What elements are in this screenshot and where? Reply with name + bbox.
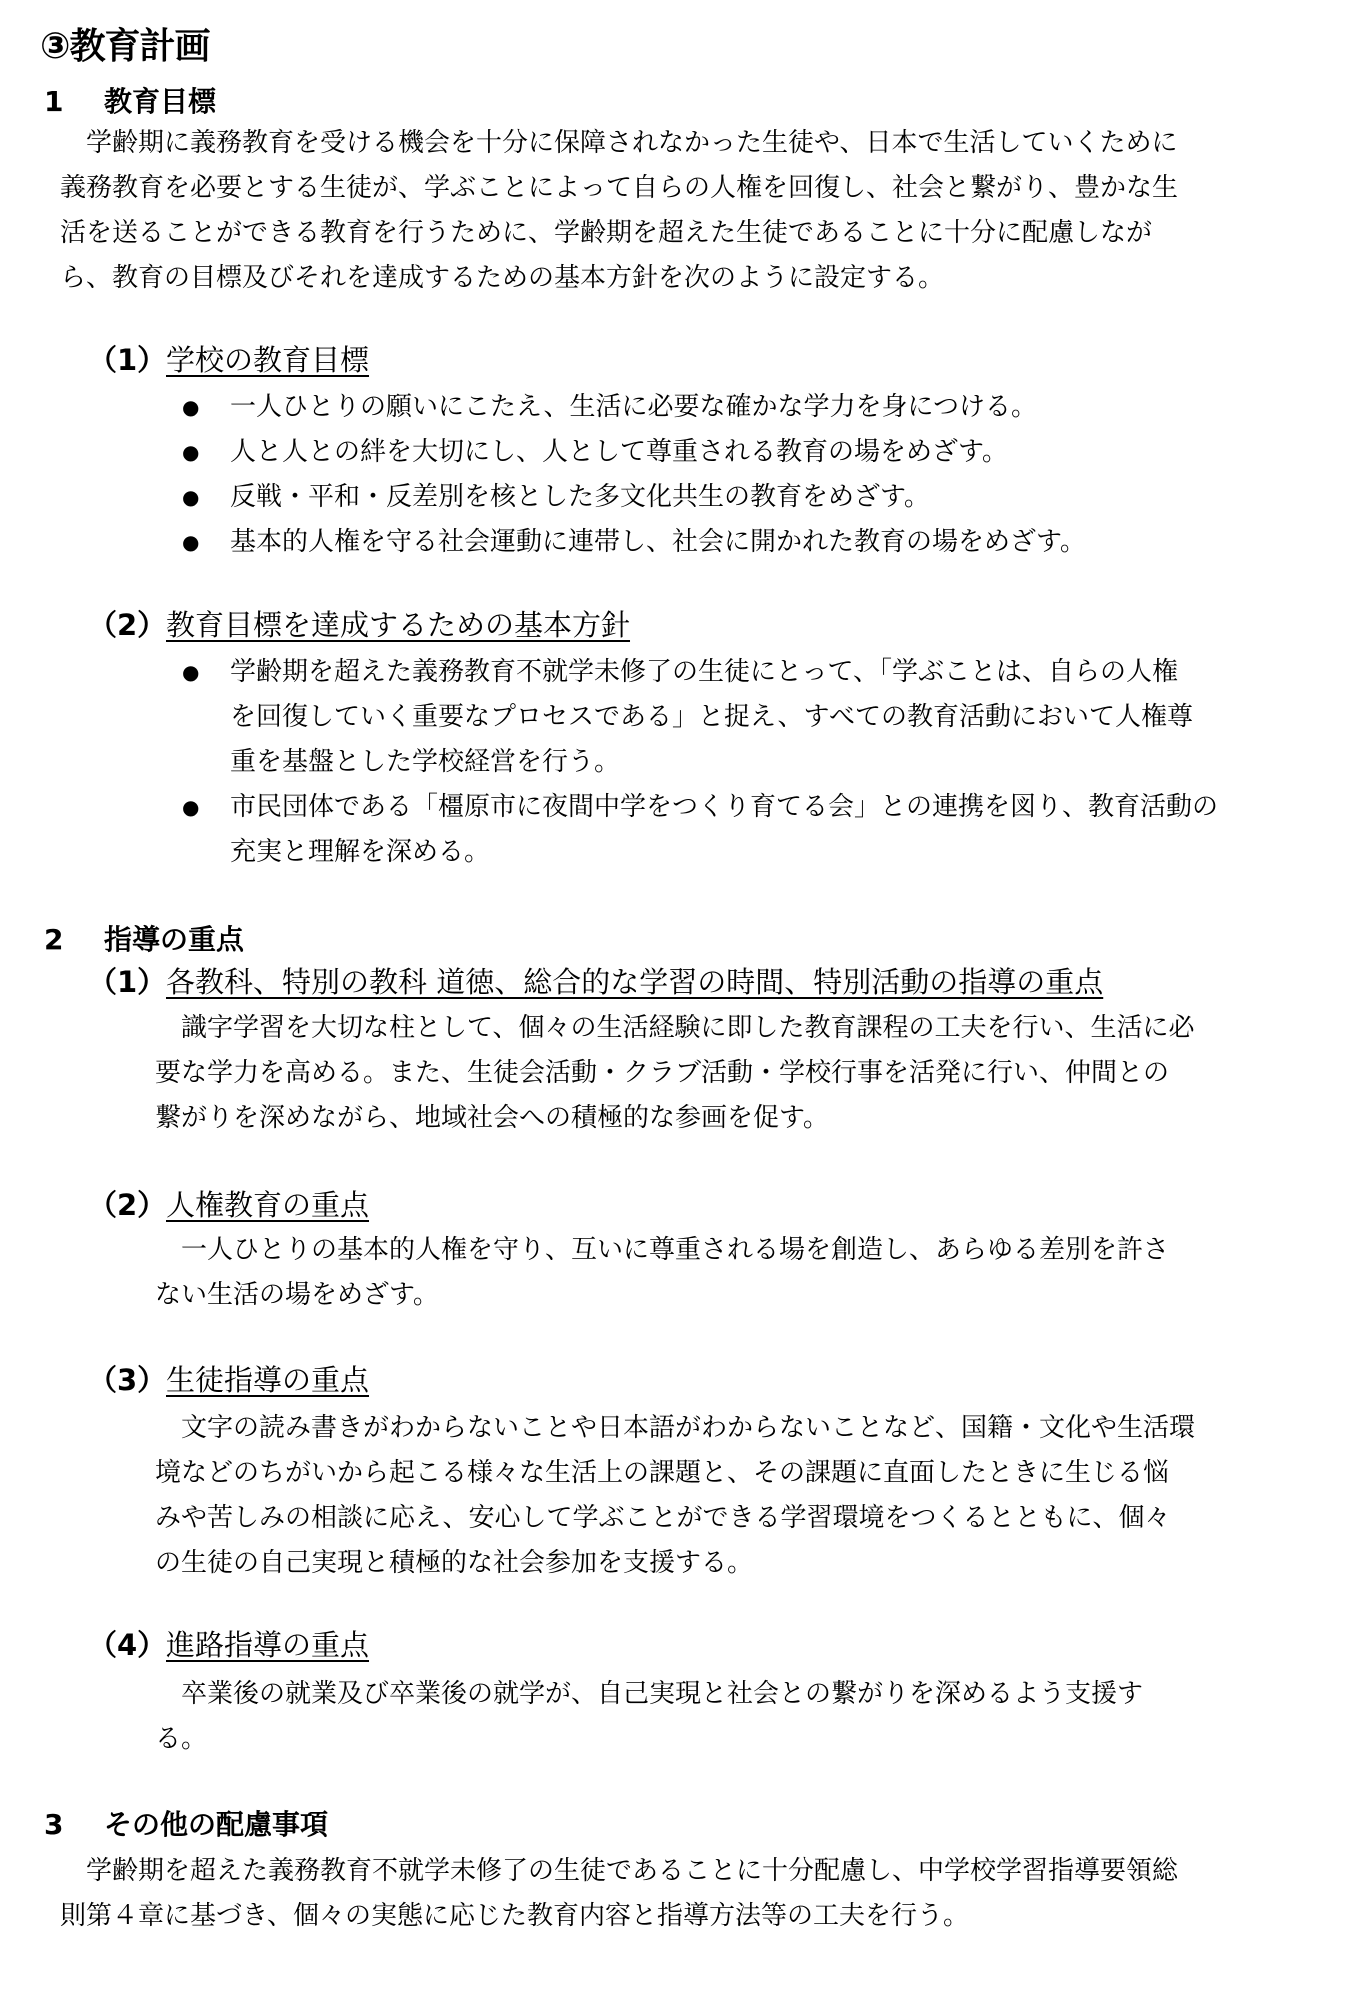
subsection-number: （1） (88, 965, 167, 999)
subsection-2-2-heading (88, 1185, 369, 1225)
subsection-number: （4） (88, 1628, 167, 1662)
paragraph-line: 学齢期を超えた義務教育不就学未修了の生徒であることに十分配慮し、中学校学習指導要領総 (60, 1856, 1179, 1886)
subsection-2-4-text (155, 1672, 1143, 1762)
bullet-icon: ● (182, 530, 200, 554)
bullet-icon: ● (182, 440, 200, 464)
subsection-title: 生徒指導の重点 (166, 1363, 370, 1397)
paragraph-line: 繋がりを深めながら、地域社会への積極的な参画を促す。 (155, 1103, 829, 1133)
section-2-heading (44, 918, 244, 958)
list-item: ● 一人ひとりの願いにこたえ、生活に必要な確かな学力を身につける。 (182, 385, 1086, 430)
bullet-icon: ● (182, 485, 200, 509)
subsection-title: 各教科、特別の教科 道徳、総合的な学習の時間、特別活動の指導の重点 (166, 965, 1104, 999)
section-number: 2 (44, 923, 64, 956)
paragraph-line: 卒業後の就業及び卒業後の就学が、自己実現と社会との繋がりを深めるよう支援す (155, 1679, 1144, 1709)
section-title: その他の配慮事項 (104, 1808, 329, 1841)
section-3-heading (44, 1803, 328, 1843)
subsection-2-1-heading (88, 962, 1103, 1002)
subsection-2-4-heading (88, 1625, 369, 1665)
paragraph-line: 義務教育を必要とする生徒が、学ぶことによって自らの人権を回復し、社会と繋がり、豊かな生 (60, 173, 1179, 203)
subsection-2-1-text (155, 1006, 1194, 1141)
paragraph-line: 文字の読み書きがわからないことや日本語がわからないことなど、国籍・文化や生活環 (155, 1413, 1196, 1443)
paragraph-line: 一人ひとりの基本的人権を守り、互いに尊重される場を創造し、あらゆる差別を許さ (155, 1235, 1170, 1265)
section-1-heading (44, 80, 216, 120)
list-item: ● 市民団体である「橿原市に夜間中学をつくり育てる会」との連携を図り、教育活動の 充実と理解を深める。 (182, 785, 1218, 875)
list-item: ● 学齢期を超えた義務教育不就学未修了の生徒にとって、「学ぶことは、自らの人権 を回復していく重要なプロセスである」と捉え、すべての教育活動において人権尊 重を基盤とした学校経営を行う。 (182, 650, 1218, 785)
bullet-icon: ● (182, 660, 200, 684)
bullet-icon: ● (182, 395, 200, 419)
section-3-intro (60, 1849, 1178, 1939)
section-number: 3 (44, 1808, 64, 1841)
section-title: 教育目標 (104, 85, 217, 118)
subsection-number: （3） (88, 1363, 167, 1397)
bullet-list-goals (182, 385, 1086, 565)
section-title: 指導の重点 (104, 923, 245, 956)
subsection-title: 人権教育の重点 (166, 1188, 370, 1222)
subsection-1-2-heading (88, 605, 630, 645)
subsection-1-1-heading (88, 340, 369, 380)
paragraph-line: 学齢期に義務教育を受ける機会を十分に保障されなかった生徒や、日本で生活していくために (60, 128, 1178, 158)
paragraph-line: る。 (155, 1724, 208, 1754)
subsection-2-3-heading (88, 1360, 369, 1400)
list-item: ● 反戦・平和・反差別を核とした多文化共生の教育をめざす。 (182, 475, 1086, 520)
subsection-number: （2） (88, 1188, 167, 1222)
subsection-number: （1） (88, 343, 167, 377)
list-item: ● 人と人との絆を大切にし、人として尊重される教育の場をめざす。 (182, 430, 1086, 475)
paragraph-line: 識字学習を大切な柱として、個々の生活経験に即した教育課程の工夫を行い、生活に必 (155, 1013, 1195, 1043)
paragraph-line: みや苦しみの相談に応え、安心して学ぶことができる学習環境をつくるとともに、個々 (155, 1503, 1171, 1533)
bullet-icon: ● (182, 795, 200, 819)
subsection-2-3-text (155, 1406, 1195, 1586)
subsection-number: （2） (88, 608, 167, 642)
paragraph-line: ない生活の場をめざす。 (155, 1280, 439, 1310)
bullet-list-policy (182, 650, 1218, 875)
subsection-title: 学校の教育目標 (166, 343, 370, 377)
page-title: ③教育計画 (40, 26, 210, 67)
section-1-intro (60, 121, 1178, 301)
subsection-title: 教育目標を達成するための基本方針 (166, 608, 631, 642)
paragraph-line: 則第４章に基づき、個々の実態に応じた教育内容と指導方法等の工夫を行う。 (60, 1901, 969, 1931)
list-item: ● 基本的人権を守る社会運動に連帯し、社会に開かれた教育の場をめざす。 (182, 520, 1086, 565)
paragraph-line: 活を送ることができる教育を行うために、学齢期を超えた生徒であることに十分に配慮しなが (60, 218, 1153, 248)
section-number: 1 (44, 85, 64, 118)
paragraph-line: ら、教育の目標及びそれを達成するための基本方針を次のように設定する。 (60, 263, 945, 293)
subsection-title: 進路指導の重点 (166, 1628, 370, 1662)
subsection-2-2-text (155, 1228, 1169, 1318)
paragraph-line: 要な学力を高める。また、生徒会活動・クラブ活動・学校行事を活発に行い、仲間との (155, 1058, 1170, 1088)
paragraph-line: 境などのちがいから起こる様々な生活上の課題と、その課題に直面したときに生じる悩 (155, 1458, 1170, 1488)
paragraph-line: の生徒の自己実現と積極的な社会参加を支援する。 (155, 1548, 754, 1578)
